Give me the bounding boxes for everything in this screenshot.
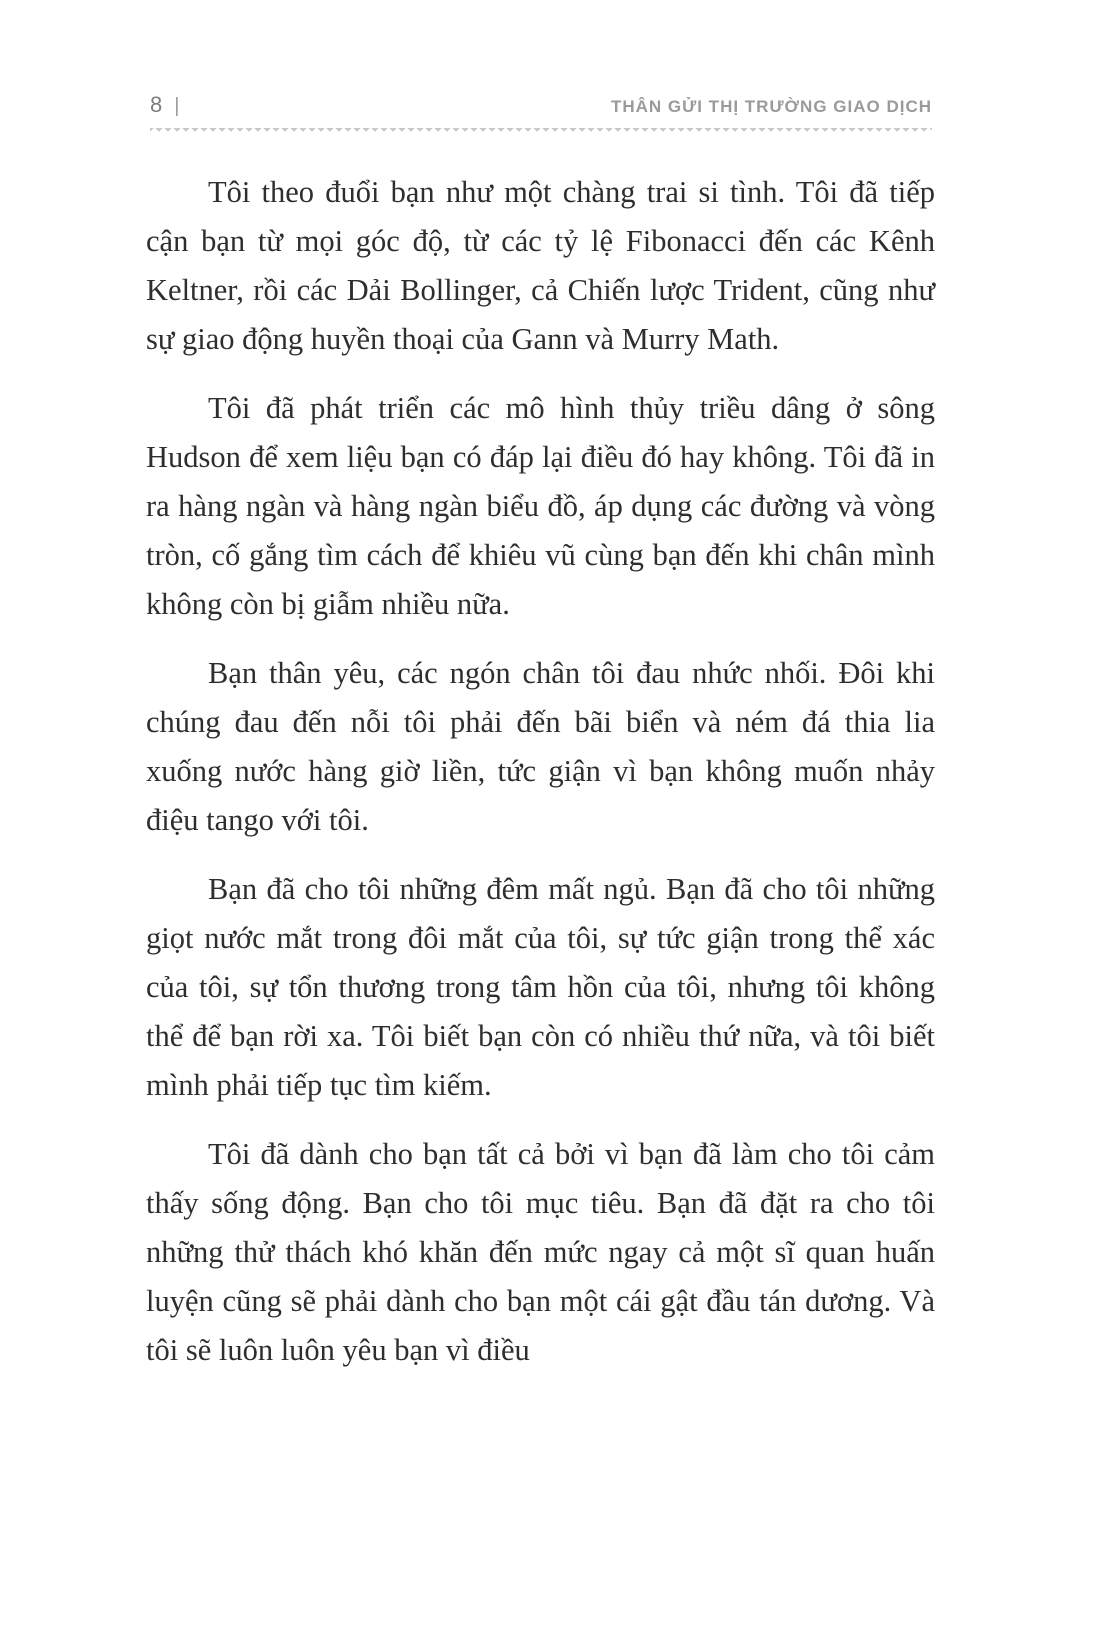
paragraph: Bạn thân yêu, các ngón chân tôi đau nhức nhối. Đôi khi chúng đau đến nỗi tôi phải đến bãi biển và ném đá thia lia xuống nước hàng giờ liền, tức giận vì bạn không muốn nhảy điệu tango với tôi. bbox=[146, 656, 935, 837]
paragraph: Tôi theo đuổi bạn như một chàng trai si tình. Tôi đã tiếp cận bạn từ mọi góc độ, từ các tỷ lệ Fibonacci đến các Kênh Keltner, rồi các Dải Bollinger, cả Chiến lược Trident, cũng như sự giao động huyền thoại của Gann và Murry Math. bbox=[146, 175, 935, 356]
page-number-group bbox=[150, 92, 179, 118]
header-divider-zigzag bbox=[150, 128, 932, 134]
paragraph: Tôi đã dành cho bạn tất cả bởi vì bạn đã làm cho tôi cảm thấy sống động. Bạn cho tôi mục tiêu. Bạn đã đặt ra cho tôi những thử thách khó khăn đến mức ngay cả một sĩ quan huấn luyện cũng sẽ phải dành cho bạn một cái gật đầu tán dương. Và tôi sẽ luôn luôn yêu bạn vì điều bbox=[146, 1137, 935, 1367]
paragraph: Tôi đã phát triển các mô hình thủy triều dâng ở sông Hudson để xem liệu bạn có đáp lại điều đó hay không. Tôi đã in ra hàng ngàn và hàng ngàn biểu đồ, áp dụng các đường và vòng tròn, cố gắng tìm cách để khiêu vũ cùng bạn đến khi chân mình không còn bị giẫm nhiều nữa. bbox=[146, 391, 935, 621]
page-number-separator: | bbox=[174, 95, 180, 117]
running-title: THÂN GỬI THỊ TRƯỜNG GIAO DỊCH bbox=[610, 97, 932, 116]
page-number: 8 bbox=[150, 92, 163, 117]
paragraph: Bạn đã cho tôi những đêm mất ngủ. Bạn đã cho tôi những giọt nước mắt trong đôi mắt của tôi, sự tức giận trong thể xác của tôi, sự tổn thương trong tâm hồn của tôi, nhưng tôi không thể để bạn rời xa. Tôi biết bạn còn có nhiều thứ nữa, và tôi biết mình phải tiếp tục tìm kiếm. bbox=[146, 872, 935, 1102]
page-header bbox=[150, 92, 932, 118]
page-body bbox=[146, 168, 935, 1395]
